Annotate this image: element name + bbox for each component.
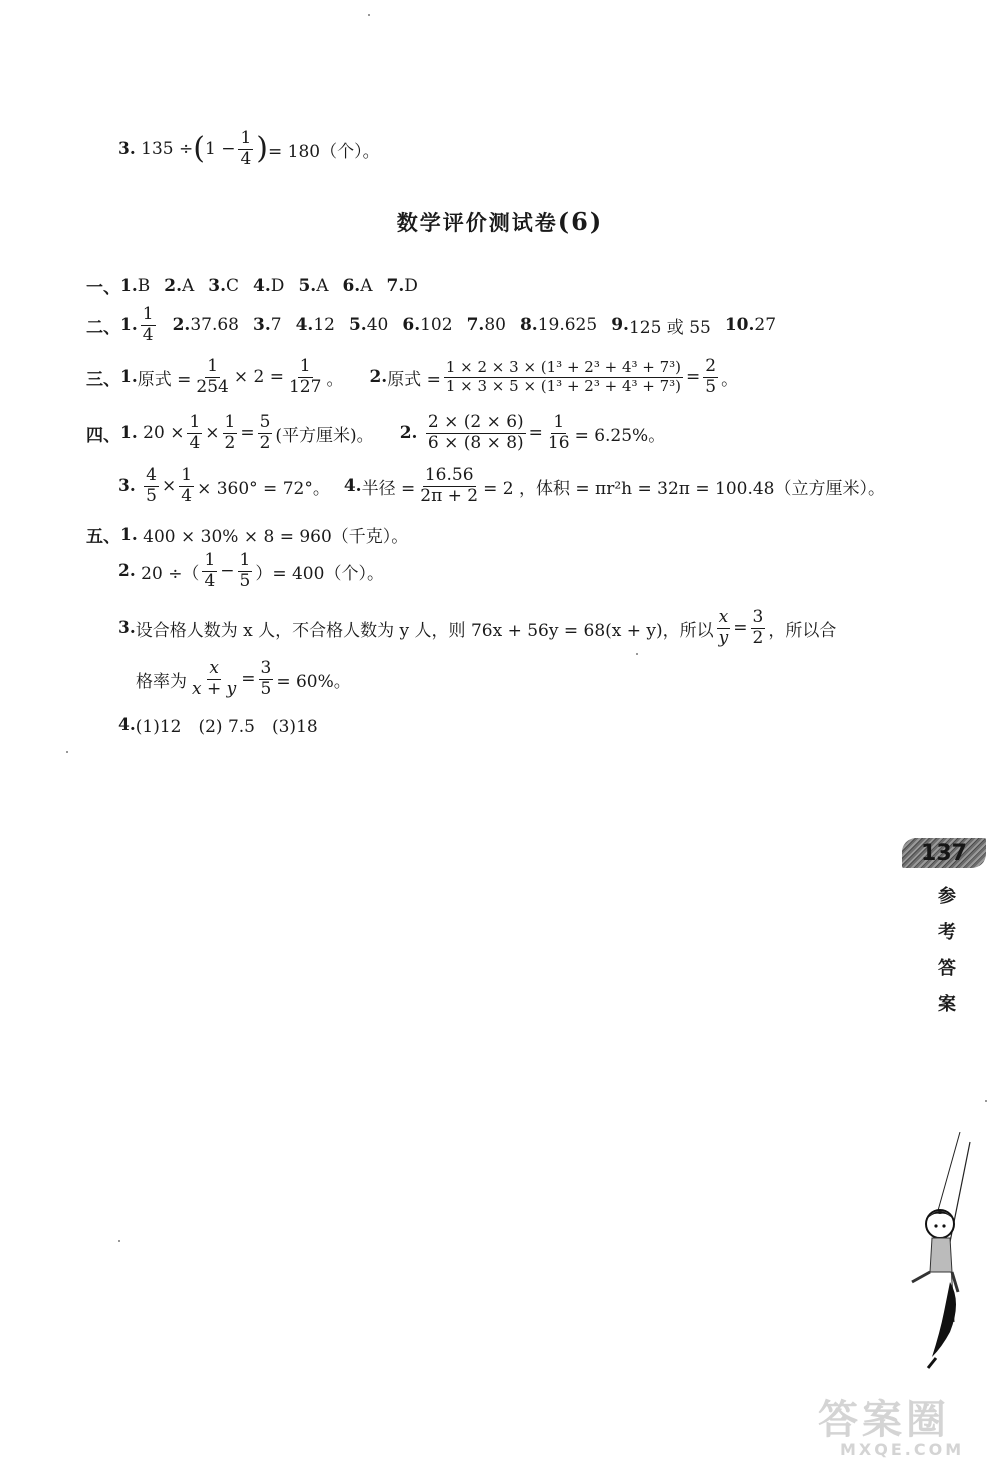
expr-text: = 180（个）。 bbox=[268, 141, 380, 162]
fraction: $\frac{1}{16}$ bbox=[547, 412, 570, 453]
fraction: $\frac{5}{2}$ bbox=[259, 412, 271, 453]
section-5-answer-1: 五、 1. 400 × 30% × 8 = 960（千克）。 bbox=[86, 522, 408, 547]
section-3-answers: 三、 1. 原式 = $\frac{1}{254}$ × 2 = $\frac{1}{127}$ 。 2. 原式 = $\frac{\text{1 × 2 × 3 × (1³ + 2³ + 4³ + 7³)}}{\text{1 × 3 × 5 × (1³ + 2³ + 4³ + 7³)}}$ = $\frac{2}{5}$ 。 bbox=[86, 356, 739, 397]
close-paren: ) bbox=[256, 131, 268, 167]
open-paren: ( bbox=[193, 131, 205, 167]
item-number: 3. bbox=[118, 139, 136, 160]
scan-speck bbox=[636, 653, 638, 655]
scan-speck bbox=[66, 751, 68, 753]
fraction: $\frac{2 \times (2 \times 6)}{6 \times (8 \times 8)}$ bbox=[427, 412, 524, 453]
fraction: $\frac{1}{5}$ bbox=[239, 550, 251, 591]
section-title: 数学评价测试卷(6) bbox=[396, 207, 604, 236]
section-4-answers: 四、 1. 20 × $\frac{1}{4}$ × $\frac{1}{2}$ = $\frac{5}{2}$ (平方厘米)。 2. $\frac{2 \times (2 \times 6)}{6 \times (8 \times 8)}$ = $\frac{1}{16}$ = 6.25%。 bbox=[86, 412, 666, 453]
side-tab: 参 考 答 案 bbox=[938, 886, 956, 1015]
section-label: 四、 bbox=[86, 425, 120, 446]
fraction: $\frac{x}{y}$ bbox=[718, 607, 729, 648]
swing-illustration bbox=[892, 1132, 982, 1382]
section-1-answers: 一、 1. B 2. A 3. C 4. D 5. A 6. A 7. D bbox=[86, 273, 418, 298]
expr-text: 135 ÷ bbox=[141, 139, 194, 160]
fraction: $\frac{2}{5}$ bbox=[705, 356, 717, 397]
fraction: $\frac{3}{5}$ bbox=[260, 658, 272, 699]
watermark: 答案圈 MXQE.COM bbox=[818, 1397, 965, 1459]
fraction: $\frac{1}{4}$ bbox=[240, 128, 252, 169]
scan-speck bbox=[118, 1240, 120, 1242]
fraction: $\frac{16.56}{2\pi + 2}$ bbox=[420, 465, 479, 506]
scan-speck bbox=[368, 14, 370, 16]
fraction: $\frac{1}{4}$ bbox=[189, 412, 201, 453]
section-label: 五、 bbox=[86, 527, 120, 547]
section-5-answer-2: 2. 20 ÷（ $\frac{1}{4}$ − $\frac{1}{5}$ ）= 400（个）。 bbox=[118, 550, 384, 591]
scan-speck bbox=[985, 1100, 987, 1102]
section-5-answer-4: 4. (1)12 (2) 7.5 (3)18 bbox=[118, 714, 318, 737]
section-5-answer-3-cont: 格率为 $\frac{x}{x + y}$ = $\frac{3}{5}$ = 60%。 bbox=[136, 658, 351, 699]
fraction: $\frac{3}{2}$ bbox=[752, 607, 764, 648]
fraction: $\frac{\text{1 × 2 × 3 × (1³ + 2³ + 4³ + 7³)}}{\text{1 × 3 × 5 × (1³ + 2³ + 4³ + 7³)}}$ bbox=[445, 358, 682, 395]
expr-text: 1 − bbox=[204, 139, 236, 160]
section-4-answers-cont: 3. $\frac{4}{5}$ × $\frac{1}{4}$ × 360° = 72°。 4. 半径 = $\frac{16.56}{2\pi + 2}$ = 2 ，体积 = πr²h = 32π = 100.48（立方厘米）。 bbox=[118, 465, 885, 506]
fraction: $\frac{1}{4}$ bbox=[204, 550, 216, 591]
fraction: $\frac{1}{127}$ bbox=[288, 356, 322, 397]
section-label: 三、 bbox=[86, 369, 120, 390]
section-label: 二、 bbox=[86, 317, 120, 338]
fraction: $\frac{4}{5}$ bbox=[146, 465, 157, 506]
section-label: 一、 bbox=[86, 278, 120, 298]
fraction: $\frac{1}{4}$ bbox=[181, 465, 193, 506]
fraction: $\frac{x}{x + y}$ bbox=[192, 658, 237, 699]
page-number: 137 bbox=[902, 838, 986, 868]
fraction: $\frac{1}{4}$ bbox=[142, 304, 154, 345]
fraction: $\frac{1}{2}$ bbox=[224, 412, 236, 453]
prev-answer-3 bbox=[118, 130, 380, 169]
fraction: $\frac{1}{254}$ bbox=[196, 356, 229, 397]
section-2-answers: 二、 1. $\frac{1}{4}$ 2. 37.68 3. 7 4. 12 5. 40 6. 102 7. 80 8. 19.625 9. 125 或 55 10. 27 bbox=[86, 304, 777, 345]
section-5-answer-3: 3. 设合格人数为 x 人，不合格人数为 y 人，则 76x + 56y = 68(x + y)，所以 $\frac{x}{y}$ = $\frac{3}{2}$ ，所以合 bbox=[118, 607, 837, 648]
